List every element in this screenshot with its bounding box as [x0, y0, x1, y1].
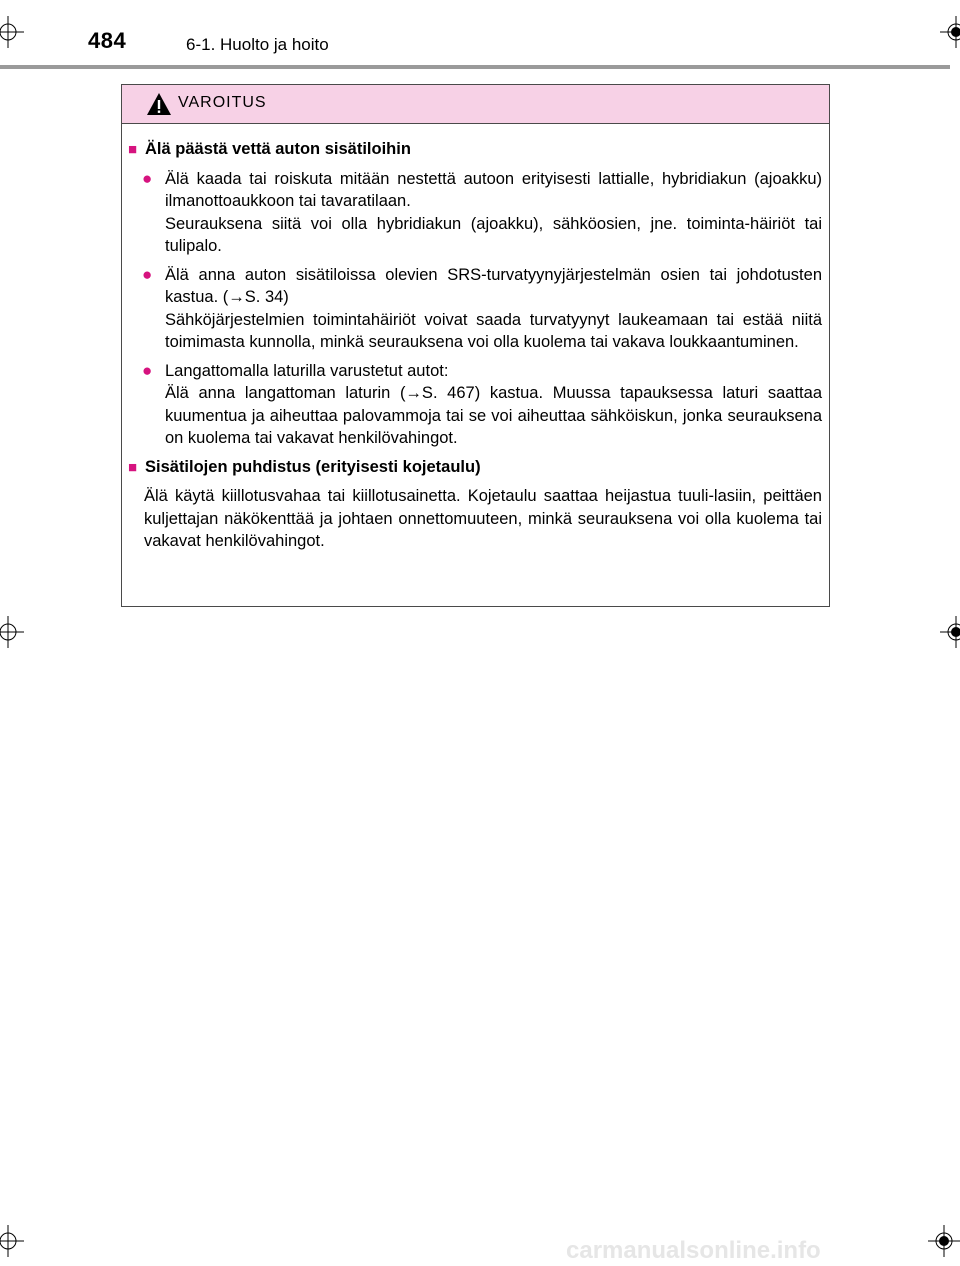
bullet-dot-icon: ●: [142, 360, 153, 380]
warning-triangle-icon: [146, 92, 172, 116]
list-item: [142, 264, 822, 354]
list-item-text: Älä anna auton sisätiloissa olevien SRS-turvatyynyjärjestelmän osien tai johdotusten kastua. (→S. 34): [165, 265, 822, 306]
list-item: [142, 360, 822, 450]
section-heading-text: Sisätilojen puhdistus (erityisesti kojetaulu): [145, 457, 481, 476]
crop-mark-icon: [0, 1225, 24, 1257]
section-paragraph: [144, 485, 822, 553]
bullet-dot-icon: ●: [142, 264, 153, 284]
registration-mark-icon: [940, 16, 960, 48]
header-divider: [0, 65, 950, 69]
crop-mark-icon: [0, 16, 24, 48]
paragraph-text: Älä käytä kiillotusvahaa tai kiillotusainetta. Kojetaulu saattaa heijastua tuuli-lasiin, peittäen kuljettajan näkökenttää ja johtaen onnettomuuteen, minkä seurauksena voi olla kuolema tai vakavat henkilövahingot.: [144, 487, 822, 550]
square-bullet-icon: ■: [128, 458, 138, 476]
section-title: 6-1. Huolto ja hoito: [186, 35, 329, 54]
warning-label: VAROITUS: [178, 94, 267, 111]
warning-header: [122, 85, 829, 124]
bullet-dot-icon: ●: [142, 168, 153, 188]
list-item-text: Langattomalla laturilla varustetut autot:: [165, 361, 449, 380]
warning-box: [121, 84, 830, 607]
section-heading: [128, 456, 822, 480]
warning-body: [122, 124, 829, 553]
list-item: [142, 168, 822, 258]
list-item-text: Älä kaada tai roiskuta mitään nestettä autoon erityisesti lattialle, hybridiakun (ajoakku) ilmanottoaukkoon tai tavaratilaan.: [165, 169, 822, 210]
list-item-text: Seurauksena siitä voi olla hybridiakun (ajoakku), sähköosien, jne. toiminta-häiriöt tai tulipalo.: [165, 214, 822, 255]
page-number: 484: [88, 28, 127, 53]
list-item-text: Älä anna langattoman laturin (→S. 467) kastua. Muussa tapauksessa laturi saattaa kuumentua ja aiheuttaa palovammoja tai se voi aiheuttaa sähköiskun, jonka seurauksena on kuolema tai vakavat henkilövahingot.: [165, 384, 822, 447]
square-bullet-icon: ■: [128, 141, 138, 158]
watermark-logo: [566, 1236, 938, 1264]
crop-mark-icon: [0, 616, 24, 648]
svg-text:carmanualsonline.info: carmanualsonline.info: [566, 1237, 821, 1264]
registration-mark-icon: [940, 616, 960, 648]
list-item-text: Sähköjärjestelmien toimintahäiriöt voivat saada turvatyynyt laukeamaan tai estää niitä toimimasta kunnolla, minkä seurauksena voi olla kuolema tai vakava loukkaantuminen.: [165, 310, 822, 351]
section-heading: [128, 138, 822, 162]
section-heading-text: Älä päästä vettä auton sisätiloihin: [145, 140, 411, 158]
